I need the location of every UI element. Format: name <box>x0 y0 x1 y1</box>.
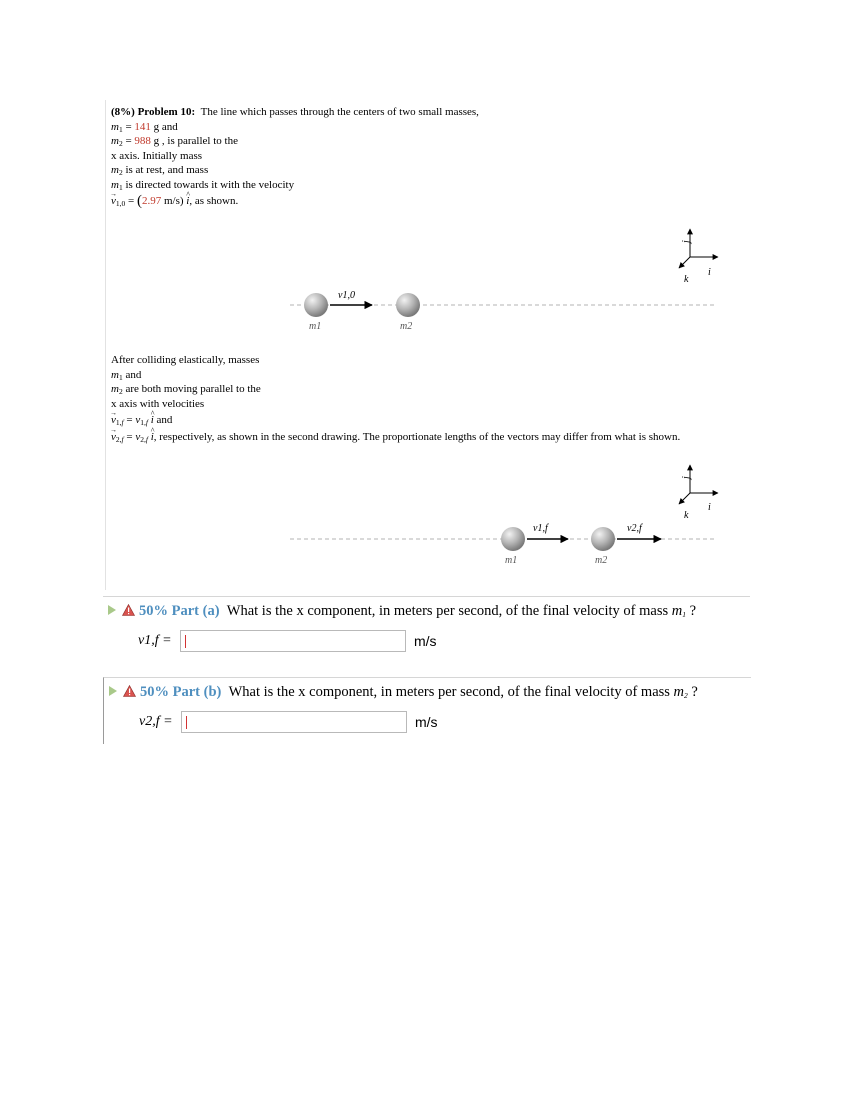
para2-line-3: $m_2$ are both moving parallel to the <box>111 383 261 396</box>
line-3: x axis. Initially mass <box>111 150 203 162</box>
para2-line-1: After colliding elastically, masses <box>111 354 260 366</box>
part-a-mass: $m_1$ <box>671 603 686 619</box>
fig2-m2-label: m2 <box>595 555 608 566</box>
part-b-var-label: v2,f = <box>139 714 173 729</box>
axis2-i-label: i <box>708 502 711 513</box>
line-5: $m_1$ is directed towards it with the velocity <box>111 179 295 192</box>
part-b-question: What is the x component, in meters per second, of the final velocity of mass <box>228 684 670 700</box>
warning-icon <box>122 604 135 616</box>
para2-line-5: → $v_{1,f} = v_{1,f}$ ^ i and <box>111 413 172 431</box>
part-a-percent: 50% <box>139 603 168 619</box>
fig2-v2f-label: v2,f <box>627 523 642 534</box>
part-a-unit: m/s <box>414 633 437 649</box>
part-a-question: What is the x component, in meters per second, of the final velocity of mass <box>226 603 669 619</box>
axis1-j-label: j <box>681 240 692 243</box>
part-a-header: 50% Part (a) What is the x component, in meters per second, of the final velocity of mass $m_1$ ? <box>108 602 696 624</box>
m2-unit: g , is parallel to the <box>153 135 238 147</box>
part-b-answer-input[interactable] <box>181 711 407 733</box>
m1-unit: g and <box>153 121 178 133</box>
fig1-velocity-label: v1,0 <box>338 290 355 301</box>
problem-statement-line-1 <box>111 105 479 120</box>
line-4: $m_2$ is at rest, and mass <box>111 164 209 177</box>
fig1-m2-label: m2 <box>400 321 413 332</box>
warning-icon <box>123 685 136 697</box>
part-a-name: Part (a) <box>171 603 220 619</box>
fig2-v1f-label: v1,f <box>533 523 548 534</box>
para2-line-6: → $v_{2,f} = v_{2,f}$ ^ i, respectively, as shown in the second drawing. The proportionate lengths of the vectors may differ from what is shown. <box>111 430 680 448</box>
problem-panel <box>105 100 756 590</box>
fig2-m1-label: m1 <box>505 555 518 566</box>
m1-line: $m_1 = 141$ g and <box>111 121 178 134</box>
axis1-i-label: i <box>708 267 711 278</box>
v10-line: → $v_{1,0} = (2.97$ m/s) ^ i, as shown. <box>111 194 238 212</box>
para2-line-4: x axis with velocities <box>111 398 205 410</box>
expand-play-icon[interactable] <box>108 605 116 615</box>
m2-value: 988 <box>134 135 151 147</box>
fig1-m1-label: m1 <box>309 321 322 332</box>
m2-line: $m_2 = 988$ g , is parallel to the <box>111 135 238 148</box>
problem-intro: The line which passes through the centers of two small masses, <box>200 106 479 118</box>
part-b-mass: $m_2$ <box>673 684 688 700</box>
part-b-unit: m/s <box>415 714 438 730</box>
part-b-name: Part (b) <box>172 684 222 700</box>
problem-label: (8%) Problem 10: <box>111 106 196 118</box>
axis1-k-label: k <box>684 274 689 285</box>
m1-value: 141 <box>134 121 151 133</box>
part-a-panel <box>103 596 750 663</box>
v10-unit: m/s) <box>163 195 184 207</box>
expand-play-icon[interactable] <box>109 686 117 696</box>
part-b-header: 50% Part (b) What is the x component, in meters per second, of the final velocity of mass $m_2$ ? <box>109 683 698 705</box>
para2-line-2: $m_1$ and <box>111 369 142 382</box>
axis2-j-label: j <box>681 476 692 479</box>
v10-value: 2.97 <box>141 195 162 207</box>
text-caret <box>186 716 187 729</box>
part-a-var-label: v1,f = <box>138 633 172 648</box>
part-b-panel <box>103 677 751 744</box>
axis2-k-label: k <box>684 510 689 521</box>
part-b-percent: 50% <box>140 684 169 700</box>
part-a-answer-input[interactable] <box>180 630 406 652</box>
text-caret <box>185 635 186 648</box>
